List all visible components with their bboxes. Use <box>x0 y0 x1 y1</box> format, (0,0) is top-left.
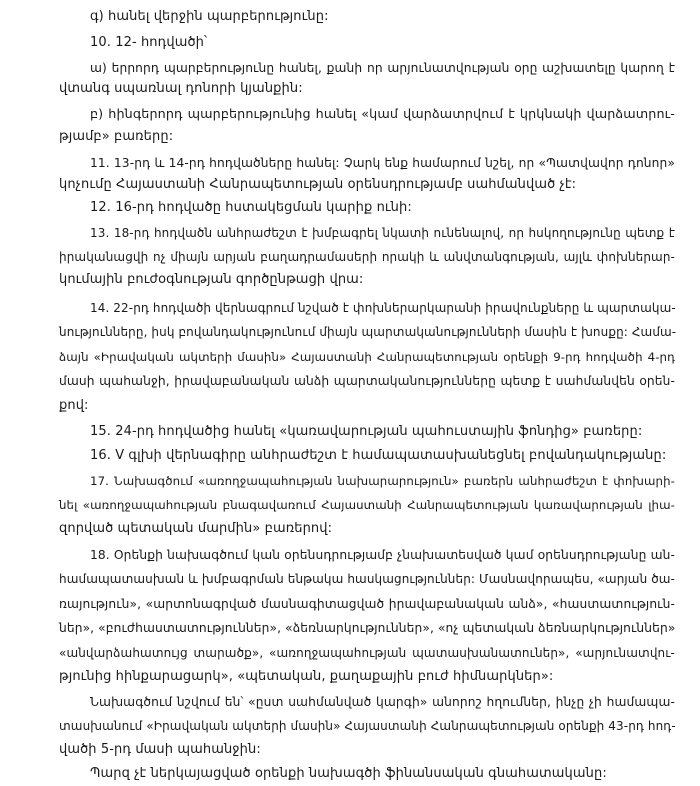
text-line: 12. 16-րդ հոդվածը հստակեցման կարիք ունի: <box>90 200 412 215</box>
text-line: 14. 22-րդ հոդվածի վերնագրում նշված է փոխներարկարանի իրավունքները և պարտակա- <box>90 301 676 315</box>
text-line: 13. 18-րդ հոդվածն անհրաժեշտ է խմբագրել նկատի ունենալով, որ հսկողությունը պետք է <box>90 226 675 240</box>
text-line: թյամբ» բառերը: <box>59 129 174 144</box>
text-line: ռայություն», «արտոնագրված մասնագիտացված իրավաբանական անձ», «հաստատություն- <box>59 597 675 611</box>
text-line: թյունից հինքարացարկ», «պետական, քաղաքային բուժ հիմնարկներ»: <box>59 669 554 684</box>
text-line: «անվարձահատույց տարածք», «առողջապահության պատասխանատուներ», «արյունատվու- <box>59 646 675 660</box>
text-line: վածի 5-րդ մասի պահանջին: <box>59 742 261 757</box>
text-line: քով: <box>59 398 89 413</box>
text-line: կումային բուժօգնության գործընթացի վրա: <box>59 272 364 287</box>
text-line: նել «առողջապահության բնագավառում Հայաստանի Հանրապետության կառավարության լիա- <box>59 498 675 512</box>
text-line: վտանգ սպառնալ դոնորի կյանքին: <box>59 81 303 96</box>
text-line: համապատասխան և խմբագրման ենթակա հասկացություններ: Մասնավորապես, «արյան ծա- <box>59 572 675 586</box>
text-line: բ) հինգերորդ պարբերությունից հանել «կամ վարձատրվում է կրկնակի վարձատրու- <box>90 107 675 122</box>
text-line: մասի պահանջի, իրավաբանական անձի պարտականությունները պետք է սահմանվեն օրեն- <box>59 374 675 388</box>
text-line: Նախագծում նշվում են՝ «ըստ սահմանված կարգի» անորոշ հղումներ, ինչը չի համապա- <box>90 695 675 709</box>
text-line: Պարզ չէ ներկայացված օրենքի նախագծի ֆինանսական գնահատականը: <box>90 766 607 781</box>
text-line: 17. Նախագծում «առողջապահության նախարարություն» բառերն անհրաժեշտ է փոխարի- <box>90 474 675 488</box>
text-line: 16. V գլխի վերնագիրը անհրաժեշտ է համապատասխանեցնել բովանդակությանը: <box>90 448 667 463</box>
text-line: գ) հանել վերջին պարբերությունը: <box>90 9 329 24</box>
text-line: 18. Օրենքի նախագծում կան օրենսդրությամբ չնախատեսված կամ օրենսդրությանը ան- <box>90 548 675 562</box>
text-line: 10. 12- հոդվածի՝ <box>90 35 208 50</box>
text-line: ձայն «Իրավական ակտերի մասին» Հայաստանի Հանրապետության օրենքի 9-րդ հոդվածի 4-րդ <box>59 350 675 364</box>
text-line: ա) երրորդ պարբերությունը հանել, քանի որ արյունատվության օրը աշխատելը կարող է <box>90 61 675 75</box>
text-line: տասխանում «Իրավական ակտերի մասին» Հայաստանի Հանրապետության օրենքի 43-րդ հոդ- <box>59 719 676 733</box>
text-line: կոչումը Հայաստանի Հանրապետության օրենսդրությամբ սահմանված չէ: <box>59 177 577 192</box>
text-line: 15. 24-րդ հոդվածից հանել «կառավարության պահուստային ֆոնդից» բառերը: <box>90 424 643 439</box>
text-line: նությունները, իսկ բովանդակությունում միայն պարտականությունների մասին է խոսքը: Համա- <box>59 325 677 339</box>
text-line: իրականացվի ոչ միայն արյան բաղադրամասերի որակի և անվտանգության, այլև փոխներար- <box>59 250 675 264</box>
text-line: ներ», «բուժհաստատություններ», «ձեռնարկություններ», «ոչ պետական ձեռնարկություններ» <box>59 621 676 635</box>
text-line: զորված պետական մարմին» բառերով: <box>59 521 333 536</box>
text-line: 11. 13-րդ և 14-րդ հոդվածները հանել: Չարկ ենք համարում նշել, որ «Պատվավոր դոնոր» <box>90 156 675 170</box>
